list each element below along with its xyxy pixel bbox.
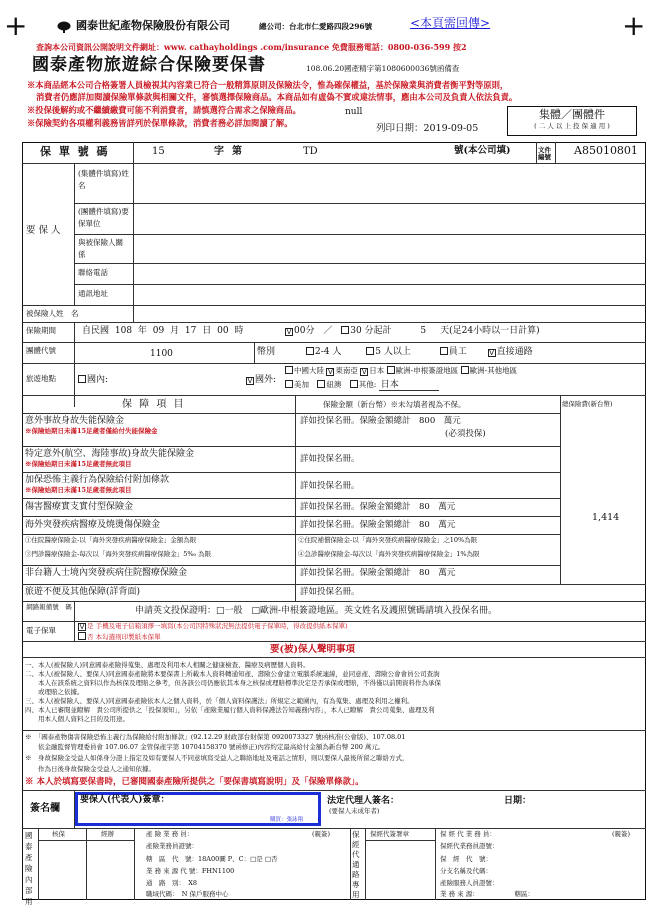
info-query-line: 查詢本公司資訊公開說明文件網址：www. cathayholdings .com/insurance 免費服務電話：0800-036-599 按2 (36, 42, 467, 52)
registration-mark-right: + (622, 9, 646, 42)
coverage-row-3-name: 加保恐怖主義行為保險給付附加條款 (25, 475, 170, 485)
coverage-row-6-name: ①住院醫療保險金-以「海外突發疾病醫療保險金」金額為限 (25, 536, 197, 544)
checkbox-5plus[interactable] (366, 347, 374, 355)
broker-line-6: 業 務 來 源： 轄區： (440, 890, 534, 898)
coverage-amount-header: 保險金額（新台幣）※未勾填者視為不保。 (323, 400, 466, 409)
checkbox-staff[interactable] (440, 347, 448, 355)
e-policy-label: 電子保單 (26, 626, 56, 635)
checkbox-00min[interactable] (285, 328, 293, 336)
declaration-note-2b: 作為日後身故保險金受益人之通知依據。 (25, 765, 155, 773)
coverage-row-6-amount: ②住院補償保險金-以「海外突發疾病醫療保險金」之10%為限 (298, 536, 478, 544)
checkbox-2-4[interactable] (306, 347, 314, 355)
declaration-title: 要(被)保人聲明事項 (270, 644, 355, 655)
coverage-row-5-name: 海外突發疾病醫療及燒燙傷保險金 (25, 520, 161, 530)
warning-line-4: ※保險契約各項權利義務皆詳列於保單條款，消費者務必詳加閱讀了解。 (27, 118, 293, 128)
coverage-row-1-sub: (必須投保) (445, 429, 486, 439)
coverage-premium-header: 總保險費(新台幣) (562, 400, 613, 408)
footer-h1: 核保 (52, 830, 65, 838)
footer-line-5: 通 路 別： X8 (146, 879, 198, 887)
group-code-value: 1100 (150, 349, 173, 359)
proposer-address-label: 通訊地址 (78, 289, 108, 298)
group-case-sub: ( 二 人 以 上 投 保 適 用 ) (534, 121, 610, 130)
legal-rep-label: 法定代理人簽名： (327, 796, 400, 806)
company-logo-icon (57, 21, 71, 33)
coverage-row-6-name2: ③門診醫療保險金-每次以「海外突發疾病醫療保險金」5‰ 為限 (25, 550, 212, 558)
currency-label: 幣別 (257, 347, 276, 357)
footer-line-6: 職域代碼： N 保戶服務中心 (146, 890, 229, 898)
proposer-name-input[interactable] (135, 165, 644, 202)
coverage-row-1-note: ※保險始期日未滿15足歲者僅給付失能保險金 (25, 427, 158, 435)
period-options: V 00分 ／ 30 分起計 5 天(足24小時以一日計算) (285, 326, 540, 336)
signature-blue-note: 購買：張詠翔 (270, 817, 304, 823)
null-text: null (345, 107, 363, 117)
return-page-link[interactable]: <本頁需回傳> (410, 16, 491, 30)
group-case-box (507, 106, 637, 136)
coverage-row-2-amount: 詳如投保名冊。 (300, 454, 360, 464)
proposer-signature-label: 要保人(代表人)簽章： (80, 795, 170, 805)
travel-regions-2: 美加 紐澳 其他: 日本 (285, 380, 439, 390)
coverage-row-8-amount: 詳如投保名冊。 (300, 587, 360, 597)
coverage-item-header: 保 障 項 目 (122, 399, 186, 410)
warning-line-1: ※本商品經本公司合格簽署人員檢視其內容業已符合一般精算原則及保險法令，惟為確保權益，基於保險業與消費者衡平對等原則， (27, 80, 509, 90)
warning-line-3: ※投保後解約或不繼續繳費可能不利消費者，請慎選符合需求之保險商品。 (27, 105, 301, 115)
doc-label: 文件編號 (538, 146, 551, 161)
net-report-label: 網路報備號 碼 (26, 603, 72, 611)
coverage-row-3-note: ※保險始期日未滿15足歲者無此項目 (25, 486, 132, 494)
declaration-item-2c: 或理賠之依據。 (25, 688, 84, 696)
coverage-row-2-note: ※保險始期日未滿15足歲者無此項目 (25, 460, 132, 468)
coverage-row-1-amount: 詳如投保名冊。保險金額總計 800 萬元 (300, 416, 461, 426)
coverage-row-1-name: 意外事故身故失能保險金 (25, 416, 125, 426)
group-case-title: 集體／團體件 (539, 108, 605, 121)
proposer-phone-label: 聯絡電話 (78, 268, 108, 277)
group-type-options: 2-4 人 5 人以上 員工 V 直接通路 (306, 347, 533, 357)
declaration-alert: ※ 本人於填寫要保書時，已審閱國泰產險所提供之「要保書填寫說明」及「保險單條款」。 (25, 777, 364, 787)
coverage-row-4-amount: 詳如投保名冊。保險金額總計 80 萬元 (300, 502, 456, 512)
footer-seal-2: (親簽) (612, 830, 631, 838)
declaration-item-2b: 本人在該系統之資料以作為核保及理賠之參考，但各該公司仍應依其本身之核保或理賠標準決定是否承保或理賠，不得僅以前開資料作為承保 (25, 679, 441, 687)
declaration-item-1: 一、本人(被保險人)同意國泰產險得蒐集、處理及利用本人相關之健康檢查、醫療及病歷個人資料。 (25, 661, 310, 669)
doc-number: A85010801 (574, 144, 638, 157)
internal-use-side: 國泰產險內部用 (25, 831, 33, 906)
declaration-item-2: 二、本人(被保險人、要保人)同意國泰產險將本要保書上所載本人資料轉通知產、壽險公會建立電腦系統連線，並同意產、壽險公會會員公司查詢 (25, 670, 440, 678)
company-name: 國泰世紀產物保險股份有限公司 (76, 19, 230, 32)
period-label: 保險期間 (26, 326, 56, 335)
travel-foreign: V 國外: (246, 375, 276, 385)
broker-line-3: 保 經 代 號： (440, 855, 492, 863)
footer-h2: 經辦 (101, 830, 114, 838)
declaration-note-1: ※ 「國泰產物傷害保險恐怖主義行為保險給付附加條款」(92.12.29 財政部台財保第 0920073327 號函核准(公會版)、107.08.01 (25, 733, 406, 741)
print-date: 列印日期：2019-09-05 (376, 123, 479, 134)
group-code-label: 團體代號 (26, 346, 56, 355)
coverage-row-7-amount: 詳如投保名冊。保險金額總計 80 萬元 (300, 568, 456, 578)
checkbox-30min[interactable] (341, 326, 349, 334)
coverage-row-4-name: 傷害醫療實支實付型保險金 (25, 502, 134, 512)
broker-line-2: 保經代業務員證號： (440, 842, 499, 850)
coverage-row-2-name: 特定意外(航空、海陸事故)身故失能保險金 (25, 449, 195, 459)
footer-line-3: 轄 區 代 號：18A00圖 P、C：□是 □否 (146, 855, 278, 863)
e-policy-no: 否 本勾選則印製紙本保單 (78, 632, 161, 641)
policy-td: TD (303, 146, 318, 157)
policy-zi: 字第 (214, 146, 250, 157)
e-policy-yes: V 是 手機及電子信箱須擇一填寫(本公司因特殊狀況無法提供電子保單時，得改提供紙本保單) (78, 623, 348, 631)
page-title: 國泰產物旅遊綜合保險要保書 (32, 55, 266, 75)
proposer-name-label: (集體件填寫)姓 名 (78, 169, 144, 190)
declaration-note-1b: 依金融監督管理委員會 107.06.07 金管保產字第 10704158370 號函修正)內容約定最高給付金額為新台幣 200 萬元。 (25, 743, 385, 751)
footer-line-1: 產 險 業 務 員： (146, 830, 194, 838)
checkbox-direct[interactable] (488, 349, 496, 357)
declaration-note-2: ※ 身故保險金受益人如係身分證上指定及如有要保人不同意填寫受益人之聯絡地址及電話之情形，則以要保人最後所留之聯絡方式， (25, 754, 409, 762)
checkbox-domestic[interactable] (78, 375, 86, 383)
total-premium: 1,414 (592, 512, 620, 523)
date-label: 日期： (504, 796, 532, 806)
warning-line-2: 消費者仍應詳加閱讀保險單條款與相關文件，審慎選擇保險商品。本商品如有虛偽不實或違法情事，應由本公司及負責人依法負責。 (36, 92, 518, 102)
signature-label: 簽名欄 (30, 803, 60, 814)
declaration-item-4b: 用本人個人資料之目的及用途。 (25, 715, 129, 723)
declaration-item-3: 三、本人(被保險人、要保人)同意國泰產險依本人之個人資料，於「個人資料保護法」所規定之範圍內，有為蒐集、處理及利用之權利。 (25, 697, 414, 705)
broker-line-1: 保 經 代 業 務 員： (440, 830, 496, 838)
insured-label: 被保險人姓 名 (26, 309, 79, 318)
broker-line-5: 產險服務人員證號： (440, 879, 499, 887)
footer-line-4: 業 務 來 源 代 號：FHN1100 (146, 867, 235, 875)
proposer-relation-label: 與被保險人關 係 (78, 238, 138, 259)
policy-hao: 號(本公司填) (454, 145, 511, 156)
checkbox-e-policy-no[interactable] (78, 632, 86, 640)
period-text: 自民國 108 年 09 月 17 日 00 時 (82, 326, 244, 336)
registration-mark-left: + (4, 9, 28, 42)
checkbox-foreign[interactable] (246, 377, 254, 385)
proposer-label: 要 保 人 (26, 225, 61, 236)
travel-domestic: 國內: (78, 375, 108, 385)
form-note: 108.06.20國產精字第1080600036號函備查 (306, 64, 460, 73)
broker-seal-header: 保經代簽署章 (370, 830, 409, 838)
proposer-unit-label: (團體件填寫)要保單位 (78, 207, 129, 228)
coverage-row-5-amount: 詳如投保名冊。保險金額總計 80 萬元 (300, 520, 456, 530)
coverage-row-3-amount: 詳如投保名冊。 (300, 481, 360, 491)
coverage-row-7-name: 非台籍人士境內突發疾病住院醫療保險金 (25, 568, 188, 578)
policy-label: 保 單 號 碼 (40, 145, 110, 158)
coverage-row-8-name: 旅遊不便及其他保障(詳背面) (25, 587, 141, 597)
travel-label: 旅遊地點 (26, 374, 56, 383)
english-proof-text: 申請英文投保證明：□一般 □歐洲-申根簽證地區。英文姓名及護照號碼請填入投保名冊。 (135, 606, 498, 616)
company-address: 總公司：台北市仁愛路四段296號 (259, 22, 373, 31)
broker-line-4: 分支名稱及代碼： (440, 867, 492, 875)
policy-no: 15 (152, 146, 165, 157)
declaration-item-4: 四、本人已審閱並瞭解 貴公司所提供之「投保須知」，另依「產險業履行個人資料保護法告知義務內容」，本人已瞭解 貴公司蒐集、處理及利 (25, 706, 435, 714)
broker-side: 保經代通路專用 (352, 830, 360, 899)
footer-line-2: 產險業務員證號： (146, 842, 198, 850)
footer-seal-1: (親簽) (312, 830, 331, 838)
travel-regions-1: 中國大陸 V 東南亞 V 日本 歐洲-申根簽證地區 歐洲-其他地區 (285, 366, 517, 376)
checkbox-e-policy-yes[interactable] (78, 623, 86, 631)
legal-rep-sub: (要保人未成年者) (329, 807, 380, 815)
coverage-row-6-amount2: ④急診醫療保險金-每次以「海外突發疾病醫療保險金」1%為限 (298, 550, 480, 558)
